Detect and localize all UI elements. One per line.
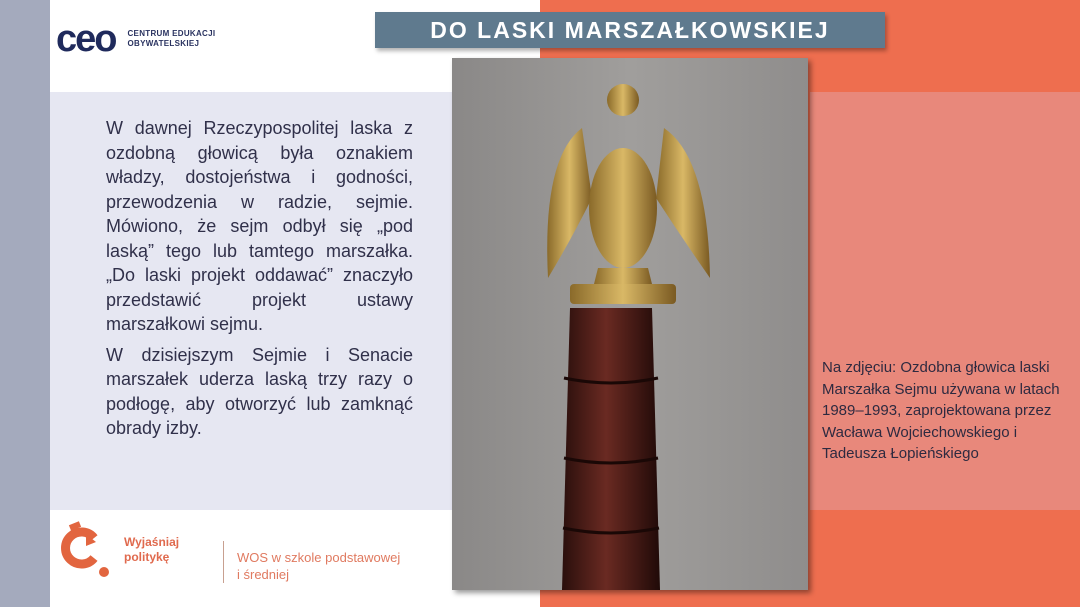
wyjasniaj-logo	[56, 520, 179, 580]
body-text	[106, 116, 413, 447]
program-line2: i średniej	[237, 567, 290, 582]
left-strip	[0, 0, 50, 607]
ceo-logo	[56, 20, 215, 58]
paragraph: W dzisiejszym Sejmie i Senacie marszałek uderza laską trzy razy o podłogę, aby otworzyć lub zamknąć obrady izby.	[106, 344, 413, 438]
eagle-mace-illustration	[452, 58, 808, 590]
logo-line2: OBYWATELSKIEJ	[127, 39, 200, 48]
slide-title: DO LASKI MARSZAŁKOWSKIEJ	[375, 12, 885, 48]
logo-mark: ceo	[56, 18, 116, 60]
logo-line1: CENTRUM EDUKACJI	[127, 29, 216, 38]
photo-caption: Na zdjęciu: Ozdobna głowica laski Marszałka Sejmu używana w latach 1989–1993, zaprojektowana przez Wacława Wojciechowskiego i Tadeusza Łopieńskiego	[822, 359, 1060, 462]
footer-divider	[223, 541, 224, 583]
brand-line2: politykę	[124, 550, 170, 564]
paragraph: W dawnej Rzeczypospolitej laska z ozdobną głowicą była oznakiem władzy, dostojeństwa i godności, przewodzenia w radzie, sejmie. Mówiono, że sejm odbył się „pod laską” tego lub tamtego marszałka. „Do laski projekt oddawać” znaczyło przedstawić projekt ustawy marszałkowi sejmu.	[106, 118, 413, 334]
wyjasniaj-logo-icon	[56, 520, 112, 580]
program-line1: WOS w szkole podstawowej	[237, 550, 401, 565]
photo-mace-head	[452, 58, 808, 590]
brand-line1: Wyjaśniaj	[124, 535, 180, 549]
program-label	[237, 549, 400, 583]
